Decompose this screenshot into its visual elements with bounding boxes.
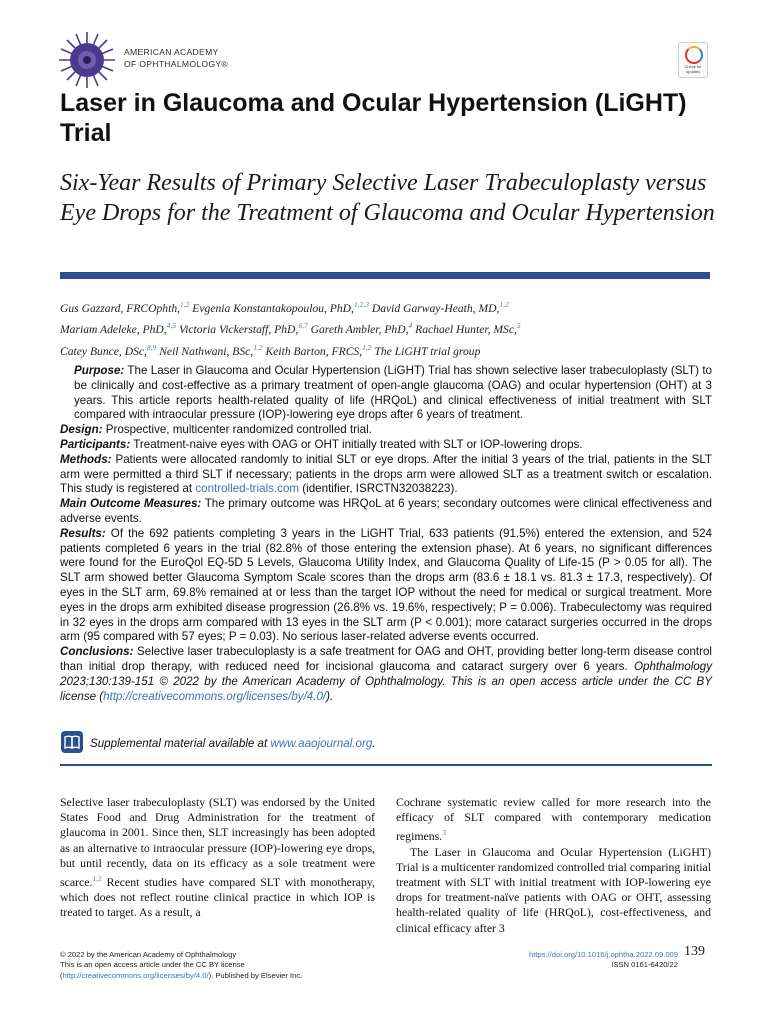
- check-for-updates-button[interactable]: [678, 42, 708, 78]
- license-text: This is an open access article under the CC BY license (: [60, 960, 245, 980]
- supplemental-note: [60, 728, 712, 764]
- supplemental-text: [90, 737, 376, 750]
- footer-license-link[interactable]: http://creativecommons.org/licenses/by/4.0/: [62, 970, 209, 980]
- purpose-text: The Laser in Glaucoma and Ocular Hypertension (LiGHT) Trial has shown selective laser trabeculoplasty (SLT) to be clinically and cost-effective as a primary treatment of open-angle glaucoma (OAG) and ocular hypertension (OHT) at 3 years. This article reports health-related quality of life (HRQoL) and clinical effectiveness of initial treatment with SLT compared with intraocular pressure (IOP)-lowering eye drops after 6 years of treatment.: [74, 364, 712, 422]
- participants-text: Treatment-naive eyes with OAG or OHT initially treated with SLT or IOP-lowering drops.: [130, 437, 583, 451]
- crossmark-label: Check for updates: [684, 64, 702, 74]
- license-link[interactable]: http://creativecommons.org/licenses/by/4.0/: [103, 689, 327, 703]
- affiliation-ref[interactable]: 8,9: [146, 342, 157, 352]
- article-title: Laser in Glaucoma and Ocular Hypertension (LiGHT) Trial: [60, 89, 687, 147]
- affiliation-ref[interactable]: 6,7: [298, 321, 308, 331]
- conclusions-label: Conclusions:: [60, 645, 134, 659]
- affiliation-ref[interactable]: 5: [516, 321, 521, 331]
- author-name: Mariam Adeleke, PhD,: [60, 323, 167, 337]
- author-name: Catey Bunce, DSc,: [60, 344, 147, 358]
- results-label: Results:: [60, 526, 106, 540]
- abstract: [60, 364, 712, 704]
- author-name: Gus Gazzard, FRCOphth,: [60, 301, 181, 315]
- aao-logo: [57, 30, 117, 90]
- doi-footer: [440, 950, 678, 971]
- author-name: David Garway-Heath, MD,: [368, 301, 500, 315]
- participants-label: Participants:: [60, 437, 131, 451]
- citation-end: ).: [326, 689, 334, 703]
- author-name: Evgenia Konstantakopoulou, PhD,: [189, 301, 354, 315]
- affiliation-ref[interactable]: 1,2,3: [353, 300, 369, 309]
- reference-link[interactable]: 1,2: [92, 874, 102, 884]
- design-text: Prospective, multicenter randomized controlled trial.: [102, 423, 372, 437]
- journal-link[interactable]: www.aaojournal.org: [270, 737, 373, 750]
- affiliation-ref[interactable]: 1,2: [180, 300, 190, 309]
- abstract-outcomes: [60, 497, 712, 527]
- outcome-label: Main Outcome Measures:: [60, 497, 202, 511]
- doi-link[interactable]: https://doi.org/10.1016/j.ophtha.2022.09.009: [528, 950, 678, 959]
- intro-text-cont: Recent studies have compared SLT with monotherapy, which does not reflect routine clinical practice in which IOP is treated to target. As a result, a: [60, 874, 375, 920]
- reference-link[interactable]: 3: [442, 828, 446, 838]
- abstract-purpose: [60, 364, 712, 423]
- license-line: [60, 960, 390, 981]
- title-divider: [60, 272, 710, 279]
- supplemental-end: .: [372, 737, 376, 750]
- methods-label: Methods:: [60, 452, 112, 466]
- org-name: [124, 46, 228, 70]
- affiliation-ref[interactable]: 4,5: [166, 321, 177, 331]
- author-group: The LiGHT trial group: [371, 344, 481, 358]
- supplemental-label: Supplemental material available at: [90, 737, 271, 750]
- book-icon: [60, 730, 84, 754]
- article-subtitle: Six-Year Results of Primary Selective Laser Trabeculoplasty versus Eye Drops for the Treatment of Glaucoma and Ocular Hypertension: [60, 170, 715, 226]
- intro-paragraph: [60, 795, 375, 921]
- crossmark-icon: [685, 46, 703, 64]
- methods-text-end: (identifier, ISRCTN32038223).: [299, 482, 458, 496]
- author-name: Neil Nathwani, BSc,: [156, 344, 254, 358]
- affiliation-ref[interactable]: 4: [408, 321, 413, 331]
- trial-paragraph: The Laser in Glaucoma and Ocular Hypertension (LiGHT) Trial is a multicenter randomized controlled trial comparing initial treatment with SLT with initial treatment with IOP-lowering eye drops for treatment-naïve patients with OAG or OHT, assessing health-related quality of life (HRQoL), cost-effectiveness, and clinical efficacy after 3: [396, 844, 711, 935]
- author-name: Keith Barton, FRCS,: [262, 344, 363, 358]
- author-name: Rachael Hunter, MSc,: [412, 323, 517, 337]
- issn: ISSN 0161-6420/22: [611, 960, 678, 970]
- org-line-2: OF OPHTHALMOLOGY®: [124, 59, 229, 69]
- results-text: Of the 692 patients completing 3 years in the LiGHT Trial, 633 patients (91.5%) entered the extension, and 524 patients completed 6 years in the trial (82.8% of those entering the extension phase). At 6 years, no significant differences were found for the EuroQol EQ-5D 5 Levels, Glaucoma Utility Index, and Glaucoma Quality of Life-15 (P > 0.05 for all). The SLT arm showed better Glaucoma Symptom Scale scores than the drops arm (83.6 ± 18.1 vs. 81.3 ± 17.3, respectively). Of eyes in the SLT arm, 69.8% remained at or less than the target IOP without the need for medical or surgical treatment. More eyes in the drops arm exhibited disease progression (26.8% vs. 19.6%, respectively; P = 0.006). Trabeculectomy was required in 32 eyes in the drops arm compared with 13 eyes in the SLT arm (P < 0.001); more cataract surgeries occurred in the drops arm (95 compared with 57 eyes; P = 0.03). No serious laser-related adverse events occurred.: [60, 526, 712, 644]
- intro-paragraph-cont: [396, 795, 711, 845]
- abstract-design: [60, 423, 712, 438]
- author-list: [60, 296, 720, 360]
- page-number: 139: [684, 944, 705, 959]
- body-column-left: [60, 795, 375, 921]
- affiliation-ref[interactable]: 1,2: [253, 342, 263, 352]
- outcome-text: The primary outcome was HRQoL at 6 years; secondary outcomes were clinical effectiveness and adverse events.: [60, 497, 712, 525]
- publisher-text: ). Published by Elsevier Inc.: [208, 970, 303, 980]
- org-line-1: AMERICAN ACADEMY: [124, 47, 219, 57]
- intro-text: Selective laser trabeculoplasty (SLT) was endorsed by the United States Food and Drug Administration for the treatment of glaucoma in 2001. Since then, SLT increasingly has been adopted as an alternative to intraocular pressure (IOP)-lowering eye drops, but until recently, data on its efficacy as a sole treatment were scarce.: [60, 795, 375, 889]
- conclusions-text: Selective laser trabeculoplasty is a safe treatment for OAG and OHT, providing better long-term disease control than initial drop therapy, with reduced need for incisional glaucoma and cataract surgery over 6 years.: [60, 645, 712, 673]
- abstract-conclusions: [60, 645, 712, 704]
- body-column-right: [396, 795, 711, 936]
- author-name: Gareth Ambler, PhD,: [307, 323, 409, 337]
- purpose-label: Purpose:: [74, 364, 125, 377]
- author-name: Victoria Vickerstaff, PhD,: [176, 323, 299, 337]
- affiliation-ref[interactable]: 1,2: [499, 300, 509, 309]
- copyright-footer: [60, 950, 390, 981]
- intro-text: Cochrane systematic review called for more research into the efficacy of SLT compared with contemporary medication regimens.: [396, 795, 711, 844]
- citation-text: Ophthalmology 2023;130:139-151 © 2022 by the American Academy of Ophthalmology. This is an open access article under the CC BY license (: [60, 659, 712, 703]
- section-divider: [60, 764, 712, 766]
- copyright-line: © 2022 by the American Academy of Ophthalmology: [60, 950, 237, 959]
- design-label: Design:: [60, 423, 103, 437]
- abstract-participants: [60, 438, 712, 453]
- abstract-methods: [60, 453, 712, 497]
- abstract-results: [60, 527, 712, 645]
- registry-link[interactable]: controlled-trials.com: [195, 482, 300, 496]
- affiliation-ref[interactable]: 1,2: [362, 342, 372, 352]
- methods-text: Patients were allocated randomly to initial SLT or eye drops. After the initial 3 years of the trial, patients in the SLT arm were permitted a third SLT if necessary; patients in the drops arm were allowed SLT as a treatment switch or escalation. This study is registered at: [60, 452, 712, 496]
